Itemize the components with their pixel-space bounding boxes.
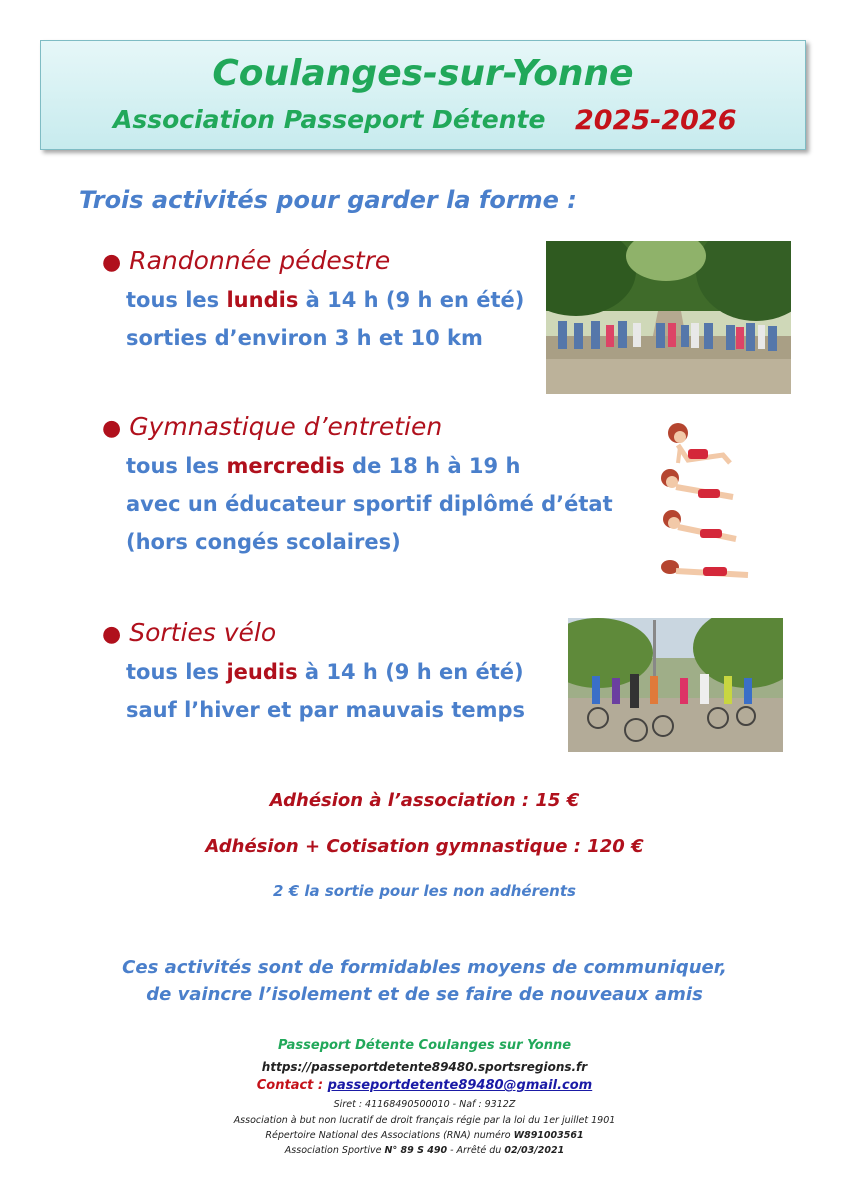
contact-email-link[interactable]: passeportdetente89480@gmail.com [327, 1078, 593, 1093]
cycling-photo-illustration [568, 618, 783, 752]
activity-details: avec un éducateur sportif diplômé d’état [126, 492, 613, 516]
activity-title: Sorties vélo [129, 618, 277, 647]
footer-org: Passeport Détente Coulanges sur Yonne [277, 1038, 572, 1053]
activity-day: lundis [226, 288, 299, 312]
association-name: Association Passeport Détente [113, 105, 546, 134]
message-line-2: de vaincre l’isolement et de se faire de nouveaux amis [146, 984, 703, 1005]
activity-note: (hors congés scolaires) [126, 530, 401, 554]
pushup-cartoon-illustration [648, 415, 758, 585]
header-banner [40, 40, 806, 150]
page-title: Coulanges-sur-Yonne [212, 53, 634, 94]
activity-velo [102, 618, 525, 725]
cycling-group-photo [568, 618, 783, 752]
sport-number: N° 89 S 490 [384, 1145, 448, 1156]
activity-randonnee [102, 246, 524, 353]
activity-schedule: tous les mercredis de 18 h à 19 h [126, 454, 521, 478]
price-non-adherents: 2 € la sortie pour les non adhérents [273, 882, 576, 900]
footer-sport: Association Sportive N° 89 S 490 - Arrêté du 02/03/2021 [284, 1145, 565, 1156]
price-adhesion-gym: Adhésion + Cotisation gymnastique : 120 € [205, 836, 644, 857]
bullet-icon: ● [102, 416, 122, 441]
footer-contact [0, 1078, 849, 1093]
activity-details: sauf l’hiver et par mauvais temps [126, 698, 526, 722]
activity-day: mercredis [226, 454, 345, 478]
footer-loi: Association à but non lucratif de droit français régie par la loi du 1er juillet 1901 [233, 1115, 616, 1126]
activity-details: sorties d’environ 3 h et 10 km [126, 326, 483, 350]
intro-heading: Trois activités pour garder la forme : [79, 186, 577, 214]
footer-rna: Répertoire National des Associations (RNA) numéro W891003561 [265, 1130, 584, 1141]
activity-title: Randonnée pédestre [129, 246, 391, 275]
hiking-photo-illustration [546, 241, 791, 394]
bullet-icon: ● [102, 622, 122, 647]
activity-title: Gymnastique d’entretien [129, 412, 443, 441]
contact-label: Contact : [256, 1078, 328, 1093]
activity-schedule: tous les jeudis à 14 h (9 h en été) [126, 660, 524, 684]
price-adhesion: Adhésion à l’association : 15 € [269, 790, 580, 811]
footer-url[interactable]: https://passeportdetente89480.sportsregions.fr [261, 1060, 588, 1074]
bullet-icon: ● [102, 250, 122, 275]
footer-siret: Siret : 41168490500010 - Naf : 9312Z [333, 1099, 516, 1110]
season-years: 2025-2026 [575, 105, 737, 136]
activity-schedule: tous les lundis à 14 h (9 h en été) [126, 288, 525, 312]
rna-number: W891003561 [513, 1130, 584, 1141]
activity-gymnastique [102, 412, 613, 557]
hiking-group-photo [546, 241, 791, 394]
message-line-1: Ces activités sont de formidables moyens de communiquer, [122, 957, 727, 978]
sport-date: 02/03/2021 [504, 1145, 565, 1156]
activity-day: jeudis [226, 660, 298, 684]
